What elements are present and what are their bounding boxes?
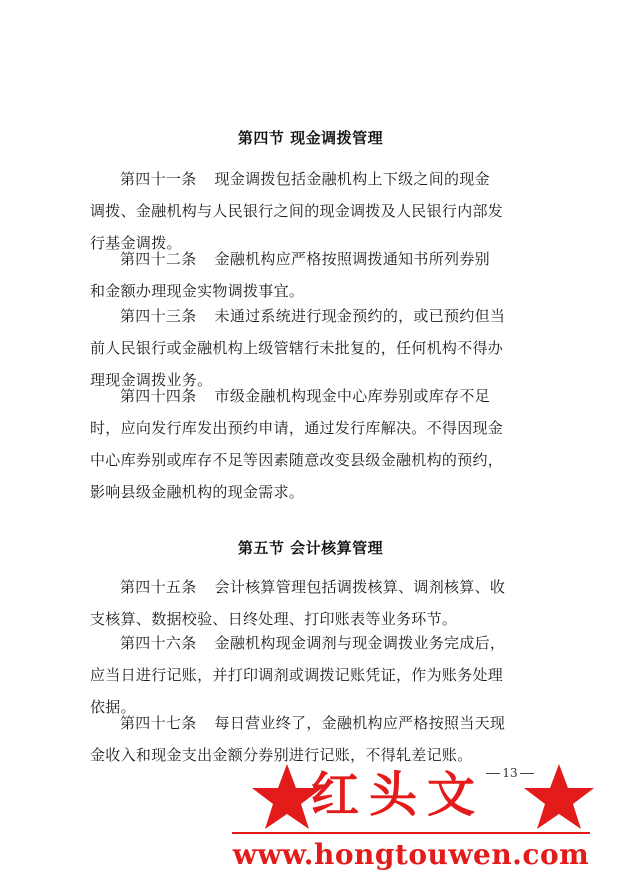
article-44-line-4: 影响县级金融机构的现金需求。	[90, 483, 305, 501]
article-44-line-5	[90, 508, 540, 540]
article-42-line-1	[90, 243, 540, 275]
article-45-line-1	[90, 571, 540, 603]
article-46-line-3: 依据。	[90, 698, 136, 716]
article-42	[90, 243, 540, 307]
watermark-divider	[232, 832, 590, 834]
watermark-title: 红头文	[310, 767, 485, 823]
watermark-url: www.hongtouwen.com	[232, 838, 590, 871]
article-text: 未通过系统进行现金预约的，或已预约但当	[214, 307, 506, 325]
star-icon	[520, 762, 598, 832]
section-heading-4: 第四节 现金调拨管理	[237, 129, 384, 147]
article-number: 第四十五条	[120, 578, 197, 596]
article-42-line-2: 和金额办理现金实物调拨事宜。	[90, 282, 305, 300]
article-47-line-1	[90, 707, 540, 739]
article-45-line-2: 支核算、数据校验、日终处理、打印账表等业务环节。	[90, 610, 458, 628]
article-41-line-3: 行基金调拨。	[90, 234, 182, 252]
article-text: 现金调拨包括金融机构上下级之间的现金	[214, 170, 490, 188]
article-number: 第四十一条	[120, 170, 197, 188]
article-43-line-3: 理现金调拨业务。	[90, 371, 213, 389]
article-43-line-2: 前人民银行或金融机构上级管辖行未批复的，任何机构不得办	[90, 339, 504, 357]
article-45	[90, 571, 540, 635]
article-41-line-1	[90, 163, 540, 195]
article-44-line-2: 时，应向发行库发出预约申请，通过发行库解决。不得因现金	[90, 419, 504, 437]
article-number: 第四十二条	[120, 250, 197, 268]
article-number: 第四十六条	[120, 634, 197, 652]
article-text: 每日营业终了，金融机构应严格按照当天现	[214, 714, 506, 732]
article-41-line-2: 调拨、金融机构与人民银行之间的现金调拨及人民银行内部发	[90, 202, 504, 220]
article-number: 第四十三条	[120, 307, 197, 325]
article-44-line-1	[90, 380, 540, 412]
article-number: 第四十四条	[120, 387, 197, 405]
article-text: 市级金融机构现金中心库券别或库存不足	[214, 387, 490, 405]
article-46-line-2: 应当日进行记账，并打印调剂或调拨记账凭证，作为账务处理	[90, 666, 504, 684]
article-text: 金融机构现金调剂与现金调拨业务完成后，	[214, 634, 506, 652]
article-number: 第四十七条	[120, 714, 197, 732]
article-46-line-1	[90, 627, 540, 659]
article-44-line-3: 中心库券别或库存不足等因素随意改变县级金融机构的预约，	[90, 451, 504, 469]
watermark-banner	[0, 762, 621, 832]
article-44	[90, 380, 540, 540]
section-heading-5: 第五节 会计核算管理	[237, 539, 384, 557]
page-number: 13	[480, 766, 540, 780]
article-text: 会计核算管理包括调拨核算、调剂核算、收	[214, 578, 506, 596]
article-text: 金融机构应严格按照调拨通知书所列券别	[214, 250, 490, 268]
article-43-line-1	[90, 300, 540, 332]
article-47-line-2: 金收入和现金支出金额分券别进行记账，不得轧差记账。	[90, 746, 473, 764]
